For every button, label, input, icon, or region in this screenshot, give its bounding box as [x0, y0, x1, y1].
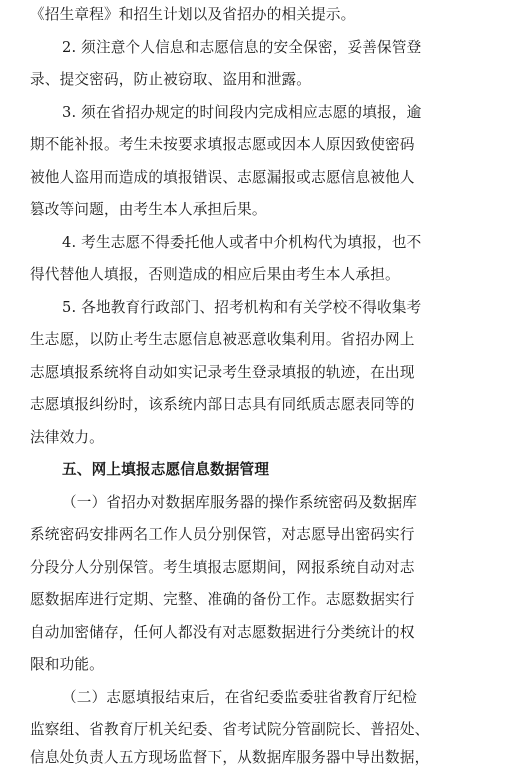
text-line: 2. 须注意个人信息和志愿信息的安全保密，妥善保管登: [62, 39, 422, 56]
text-line: 生志愿，以防止考生志愿信息被恶意收集利用。省招办网上: [30, 331, 415, 348]
text-line: 系统密码安排两名工作人员分别保管，对志愿导出密码实行: [30, 526, 415, 543]
text-line: 3. 须在省招办规定的时间段内完成相应志愿的填报，逾: [62, 104, 422, 121]
text-line: 法律效力。: [30, 429, 104, 446]
text-line: （一）省招办对数据库服务器的操作系统密码及数据库: [62, 494, 418, 511]
text-line: 信息处负责人五方现场监督下，从数据库服务器中导出数据，: [30, 749, 430, 766]
text-line: 篡改等问题，由考生本人承担后果。: [30, 201, 267, 218]
text-line: （二）志愿填报结束后，在省纪委监委驻省教育厅纪检: [62, 689, 418, 706]
text-line: 4. 考生志愿不得委托他人或者中介机构代为填报，也不: [62, 234, 422, 251]
text-line: 限和功能。: [30, 656, 104, 673]
text-line: 《招生章程》和招生计划以及省招办的相关提示。: [30, 6, 356, 23]
text-line: 被他人盗用而造成的填报错误、志愿漏报或志愿信息被他人: [30, 169, 415, 186]
text-line: 5. 各地教育行政部门、招考机构和有关学校不得收集考: [62, 299, 422, 316]
text-line: 监察组、省教育厅机关纪委、省考试院分管副院长、普招处、: [30, 721, 430, 738]
text-line: 期不能补报。考生未按要求填报志愿或因本人原因致使密码: [30, 136, 415, 153]
text-line: 分段分人分别保管。考生填报志愿期间，网报系统自动对志: [30, 559, 415, 576]
text-line: 自动加密储存，任何人都没有对志愿数据进行分类统计的权: [30, 624, 415, 641]
text-line: 志愿填报纠纷时，该系统内部日志具有同纸质志愿表同等的: [30, 396, 415, 413]
text-line: 愿数据库进行定期、完整、准确的备份工作。志愿数据实行: [30, 591, 415, 608]
text-line: 得代替他人填报，否则造成的相应后果由考生本人承担。: [30, 266, 400, 283]
section-heading: 五、网上填报志愿信息数据管理: [62, 461, 270, 478]
text-line: 志愿填报系统将自动如实记录考生登录填报的轨迹，在出现: [30, 364, 415, 381]
text-line: 录、提交密码，防止被窃取、盗用和泄露。: [30, 71, 312, 88]
